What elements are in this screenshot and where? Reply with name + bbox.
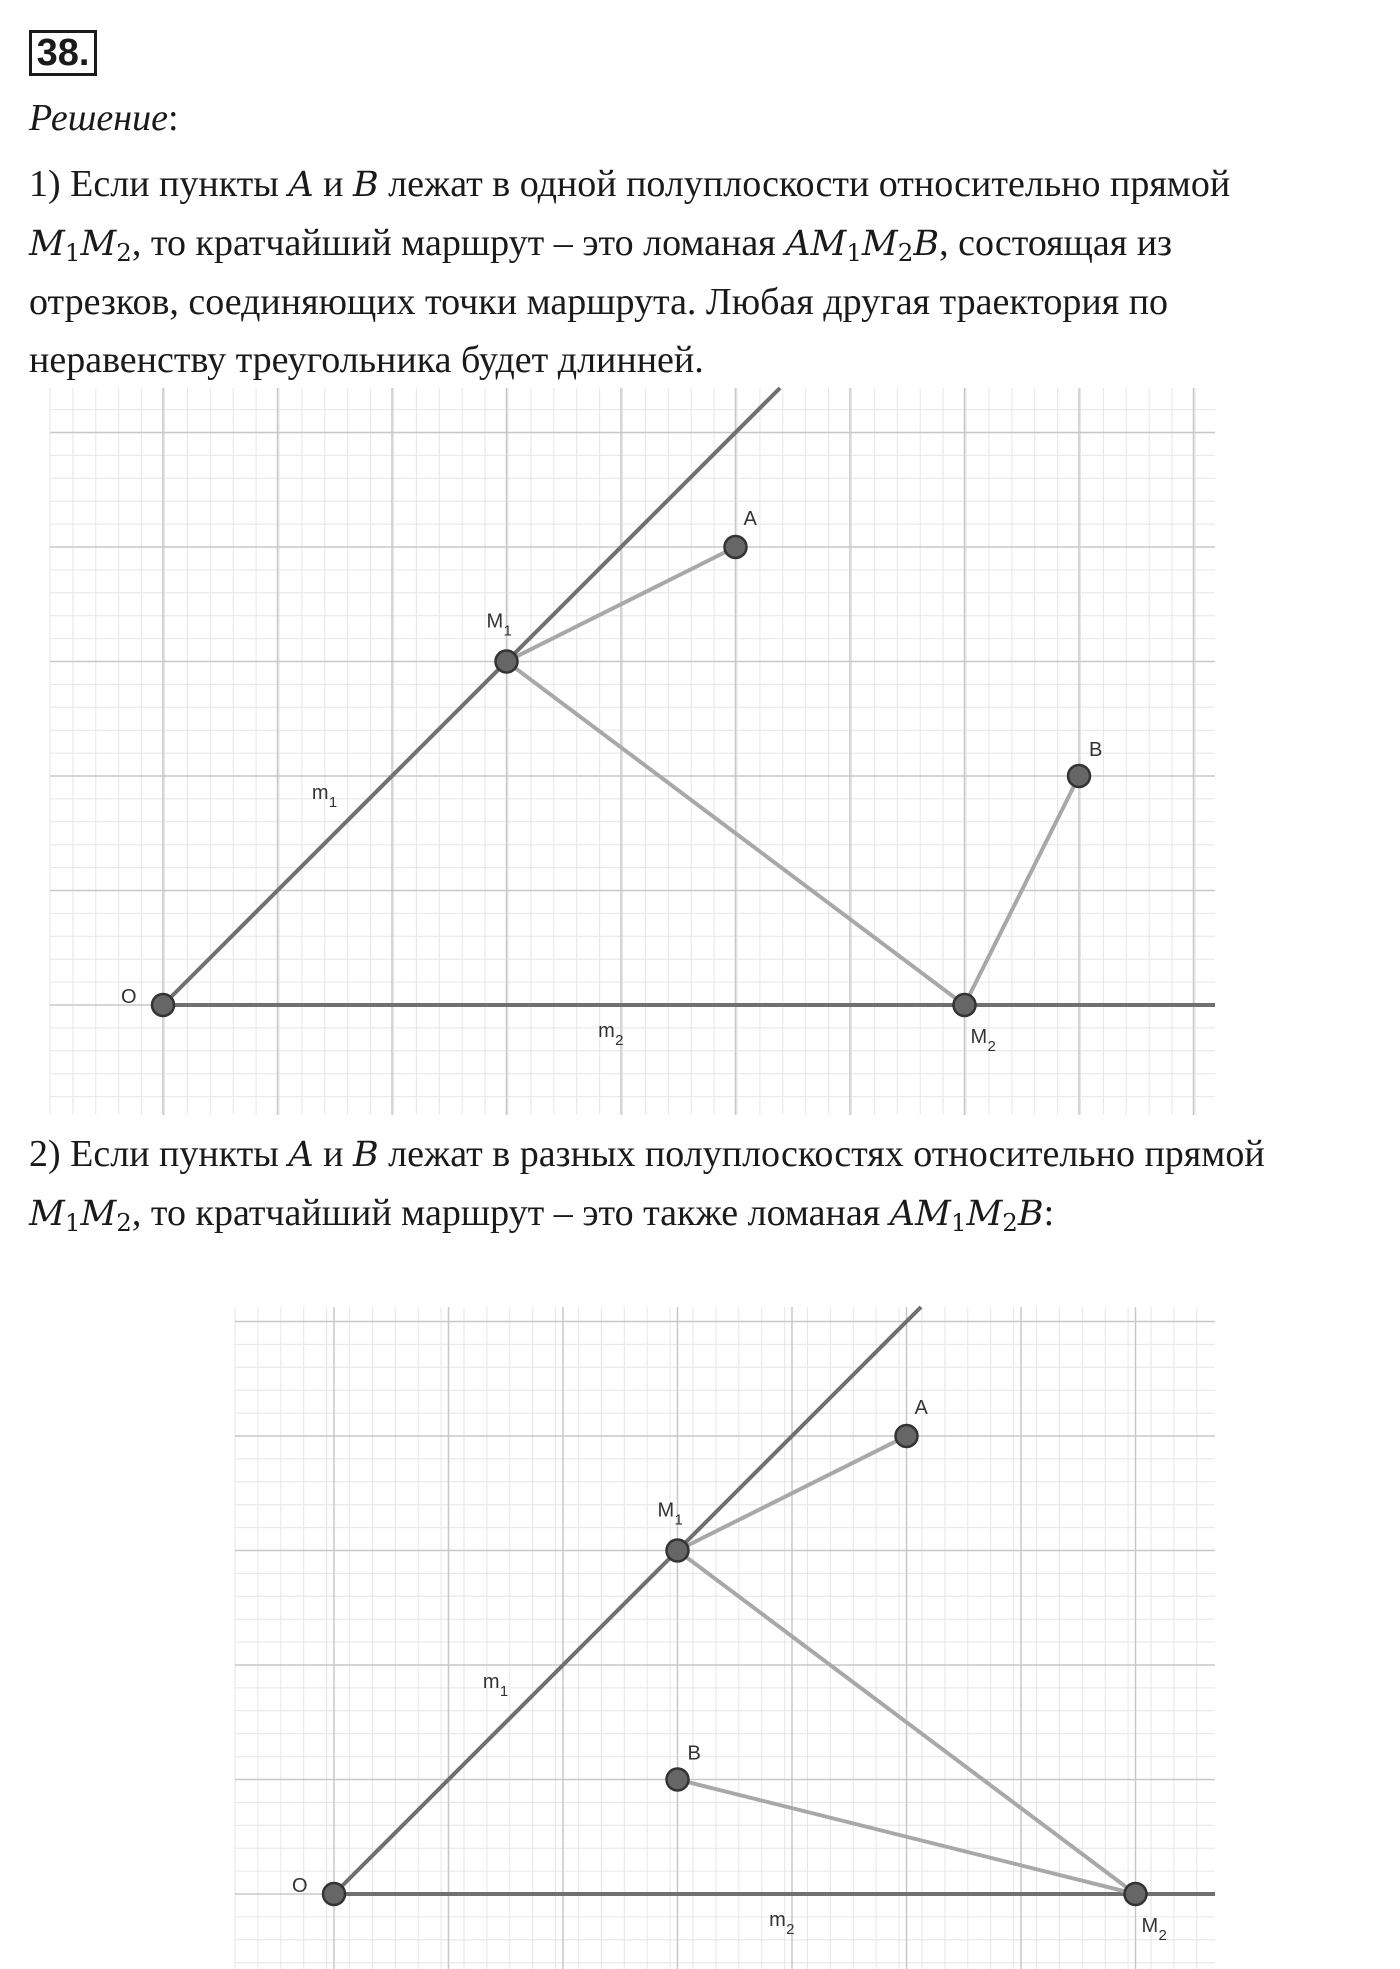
point-label-a: A xyxy=(914,1397,928,1419)
point-label-b: B xyxy=(687,1742,701,1765)
figure-2-diagram xyxy=(0,1295,1400,1969)
point-o xyxy=(323,1883,345,1905)
point-b xyxy=(1068,765,1090,787)
point-label-m2: M xyxy=(1141,1915,1159,1937)
ray-m1 xyxy=(334,1307,921,1894)
point-m1 xyxy=(667,1540,689,1562)
solution-heading: Решение: xyxy=(29,97,179,139)
line-sublabel-m1: 1 xyxy=(328,793,338,811)
problem-number: 38. xyxy=(29,30,97,76)
point-m2 xyxy=(954,994,976,1016)
point-label-b: B xyxy=(1089,739,1103,761)
point-label-a: A xyxy=(743,508,757,530)
ray-m1 xyxy=(163,388,780,1005)
figure-1-diagram xyxy=(0,380,1400,1120)
point-label-o: O xyxy=(292,1875,308,1897)
line-sublabel-m1: 1 xyxy=(499,1682,509,1700)
point-label-o: O xyxy=(121,986,137,1008)
line-label-m2: m xyxy=(769,1909,786,1931)
point-a xyxy=(896,1425,918,1447)
point-sublabel-m1: 1 xyxy=(503,622,512,640)
line-label-m1: m xyxy=(482,1670,500,1693)
line-sublabel-m2: 2 xyxy=(786,1921,795,1938)
point-m1 xyxy=(496,651,518,673)
point-sublabel-m2: 2 xyxy=(987,1038,996,1055)
point-b xyxy=(667,1769,689,1791)
paragraph-1: 1) Если пункты A и B лежат в одной полуплоскости относительно прямой $M_1M_2$, то кратчайший маршрут – это ломаная $AM_1M_2B$, состоящая из отрезков, соединяющих точки маршрута. Любая другая траектория по неравенству треугольника будет длинней. xyxy=(29,163,1231,381)
point-a xyxy=(725,536,747,558)
paragraph-2: 2) Если пункты A и B лежат в разных полуплоскостях относительно прямой $M_1M_2$, то кратчайший маршрут – это также ломаная $AM_1M_2B$: xyxy=(29,1133,1265,1238)
line-label-m1: m xyxy=(311,781,329,804)
point-sublabel-m2: 2 xyxy=(1158,1927,1167,1944)
line-sublabel-m2: 2 xyxy=(615,1032,624,1049)
point-label-m1: M xyxy=(486,610,504,633)
point-label-m2: M xyxy=(970,1026,988,1048)
point-m2 xyxy=(1125,1883,1147,1905)
point-o xyxy=(152,994,174,1016)
line-label-m2: m xyxy=(598,1020,615,1042)
point-sublabel-m1: 1 xyxy=(674,1511,683,1529)
point-label-m1: M xyxy=(657,1499,675,1522)
